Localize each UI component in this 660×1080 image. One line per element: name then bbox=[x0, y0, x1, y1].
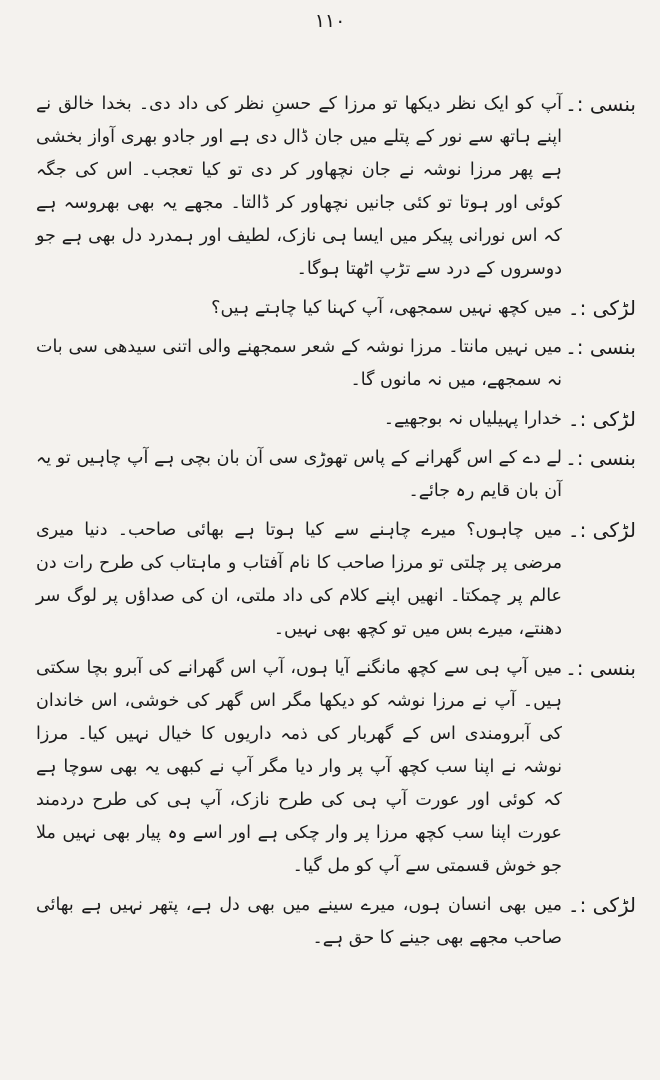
dialogue-entry bbox=[36, 652, 636, 883]
dialogue-body bbox=[36, 88, 636, 961]
dialogue-entry bbox=[36, 331, 636, 397]
speech-text: میں بھی انسان ہوں، میرے سینے میں بھی دل ہے، پتھر نہیں ہے بھائی صاحب مجھے بھی جینے کا حق ہے۔ bbox=[36, 895, 562, 948]
speaker-label: لڑکی :۔ bbox=[567, 893, 636, 917]
speech-text: میں نہیں مانتا۔ مرزا نوشہ کے شعر سمجھنے والی اتنی سیدھی سی بات نہ سمجھے، میں نہ مانوں گا۔ bbox=[36, 337, 562, 390]
dialogue-entry bbox=[36, 88, 636, 286]
speaker-label: بنسی :۔ bbox=[565, 656, 636, 680]
page-number: ۱۱۰ bbox=[314, 10, 346, 32]
speaker-label: لڑکی :۔ bbox=[567, 518, 636, 542]
speaker-label: لڑکی :۔ bbox=[567, 407, 636, 431]
speech-text: آپ کو ایک نظر دیکھا تو مرزا کے حسنِ نظر کی داد دی۔ بخدا خالق نے اپنے ہاتھ سے نور کے پتلے میں جان ڈال دی ہے اور جادو بھری آواز بخشی ہے پھر مرزا نوشہ نے جان نچھاور کر دی تو کیا تعجب۔ اس کی جگہ کوئی اور ہوتا تو کئی جانیں نچھاور کر ڈالتا۔ مجھے یہ بھی بھروسہ ہے کہ اس نورانی پیکر میں ایسا ہی نازک، لطیف اور ہمدرد دل بھی ہے جو دوسروں کے درد سے تڑپ اٹھتا ہوگا۔ bbox=[36, 94, 562, 279]
speaker-label: بنسی :۔ bbox=[565, 92, 636, 116]
speech-text: میں آپ ہی سے کچھ مانگنے آیا ہوں، آپ اس گھرانے کی آبرو بچا سکتی ہیں۔ آپ نے مرزا نوشہ کو دیکھا مگر اس گھر کی خوشی، اس خاندان کی آبرومندی اس کے گھربار کی ذمہ داریوں کا خیال نہیں کیا۔ مرزا نوشہ نے اپنا سب کچھ آپ پر وار دیا مگر آپ نے کبھی یہ بھی سوچا ہے کہ کوئی اور عورت آپ ہی کی طرح نازک، آپ ہی کی طرح دردمند عورت اپنا سب کچھ مرزا پر وار چکی ہے اور اسے وہ پیار بھی نہیں ملا جو خوش قسمتی سے آپ کو مل گیا۔ bbox=[36, 658, 562, 876]
speaker-label: لڑکی :۔ bbox=[567, 296, 636, 320]
speech-text: میں چاہوں؟ میرے چاہنے سے کیا ہوتا ہے بھائی صاحب۔ دنیا میری مرضی پر چلتی تو مرزا صاحب کا نام آفتاب و ماہتاب کی طرح رات دن عالم پر چمکتا۔ انھیں اپنے کلام کی داد ملتی، ان کی صداؤں پر لوگ سر دھنتے، میرے بس میں تو کچھ بھی نہیں۔ bbox=[36, 520, 562, 639]
speech-text: میں کچھ نہیں سمجھی، آپ کہنا کیا چاہتے ہیں؟ bbox=[211, 298, 562, 318]
speaker-label: بنسی :۔ bbox=[565, 335, 636, 359]
dialogue-entry bbox=[36, 514, 636, 646]
dialogue-entry bbox=[36, 403, 636, 436]
dialogue-entry bbox=[36, 889, 636, 955]
dialogue-entry bbox=[36, 442, 636, 508]
speaker-label: بنسی :۔ bbox=[565, 446, 636, 470]
speech-text: لے دے کے اس گھرانے کے پاس تھوڑی سی آن بان بچی ہے آپ چاہیں تو یہ آن بان قایم رہ جائے۔ bbox=[36, 448, 562, 501]
dialogue-entry bbox=[36, 292, 636, 325]
speech-text: خدارا پہیلیاں نہ بوجھیے۔ bbox=[383, 409, 562, 429]
